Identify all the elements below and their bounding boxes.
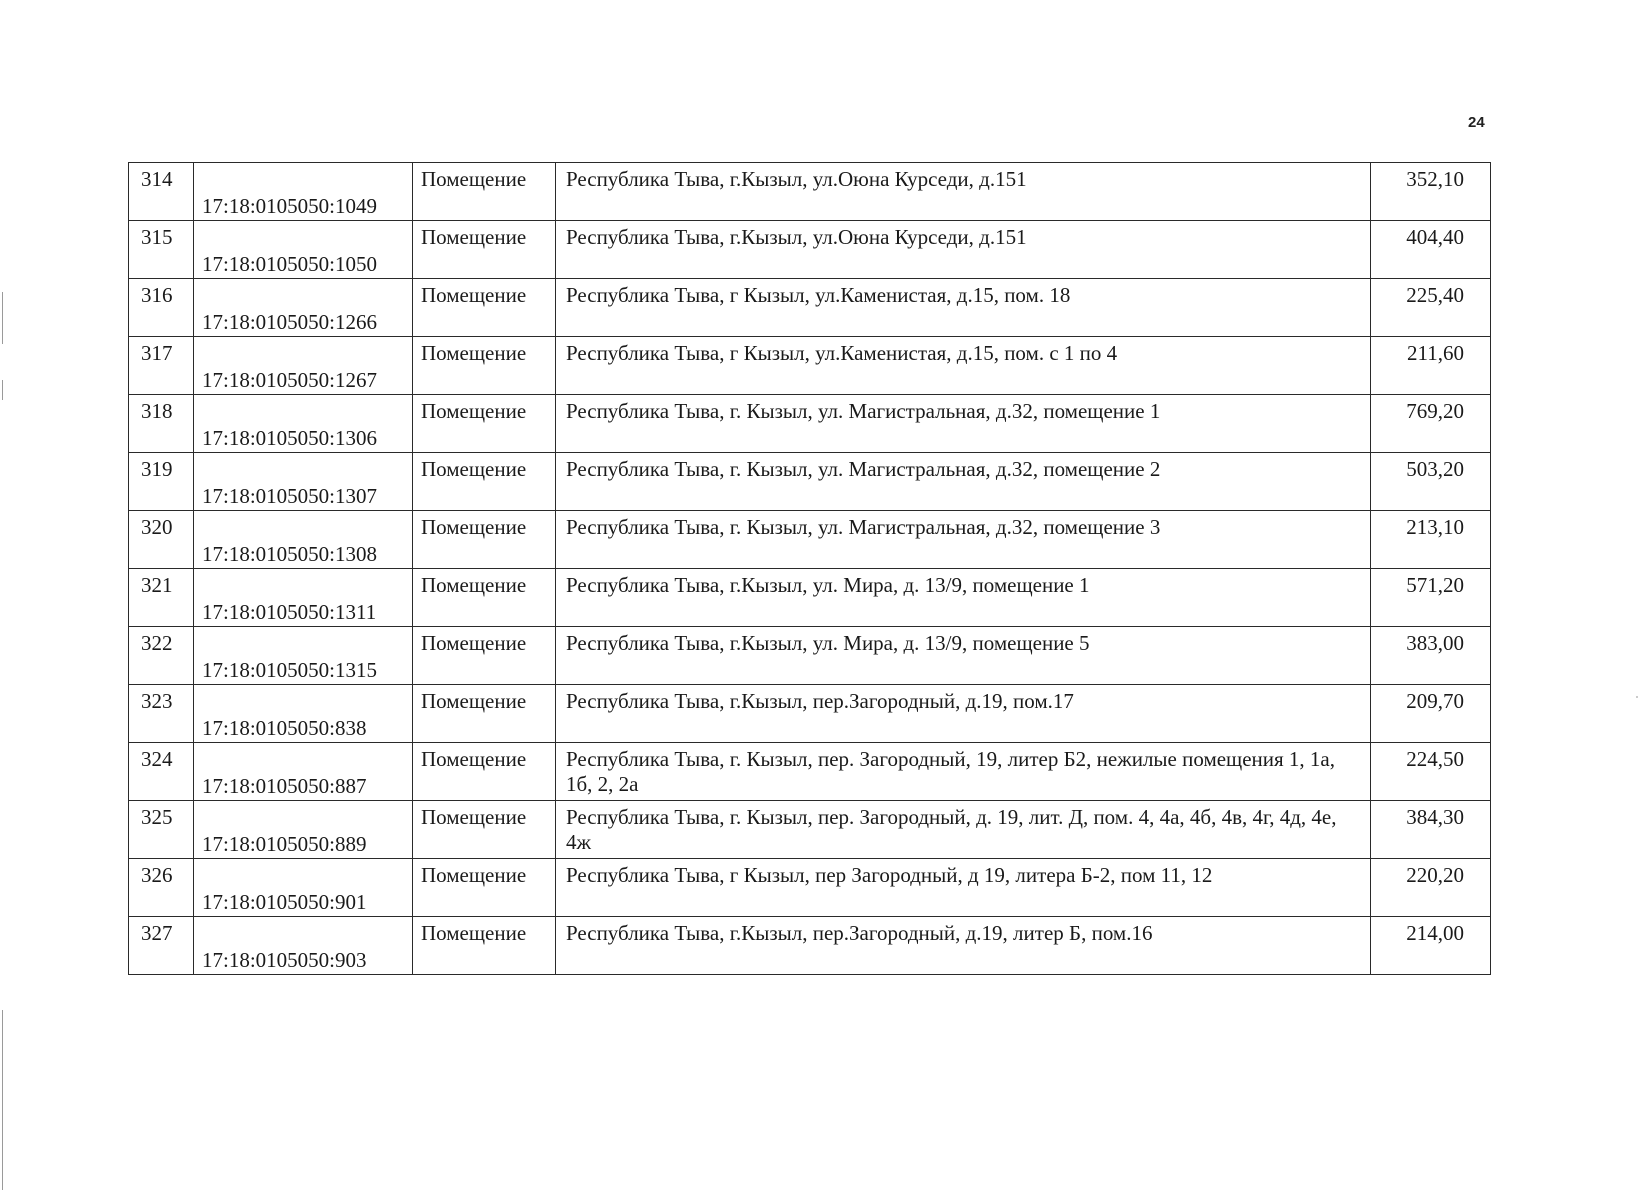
row-number-cell: 316 (129, 279, 194, 337)
table-row (129, 279, 1491, 337)
cadastral-number-cell (194, 279, 413, 337)
object-type-cell: Помещение (413, 859, 556, 917)
cadastral-number-cell (194, 395, 413, 453)
area-cell: 352,10 (1371, 163, 1491, 221)
area-cell: 571,20 (1371, 569, 1491, 627)
row-number-cell: 314 (129, 163, 194, 221)
table-row (129, 511, 1491, 569)
address-cell: Республика Тыва, г. Кызыл, пер. Загородный, 19, литер Б2, нежилые помещения 1, 1а, 1б, 2, 2а (556, 743, 1371, 801)
registry-table-body (129, 163, 1491, 975)
scan-edge-mark (2, 292, 3, 344)
cadastral-number: 17:18:0105050:1308 (202, 542, 378, 566)
cadastral-number: 17:18:0105050:1307 (202, 484, 378, 508)
table-row (129, 743, 1491, 801)
address-cell: Республика Тыва, г Кызыл, пер Загородный, д 19, литера Б-2, пом 11, 12 (556, 859, 1371, 917)
address-cell: Республика Тыва, г. Кызыл, ул. Магистральная, д.32, помещение 3 (556, 511, 1371, 569)
row-number-cell: 319 (129, 453, 194, 511)
cadastral-number: 17:18:0105050:1311 (202, 600, 377, 624)
object-type-cell: Помещение (413, 743, 556, 801)
cadastral-number: 17:18:0105050:889 (202, 832, 367, 856)
table-row (129, 627, 1491, 685)
row-number-cell: 315 (129, 221, 194, 279)
object-type-cell: Помещение (413, 917, 556, 975)
cadastral-number-cell (194, 743, 413, 801)
cadastral-number-cell (194, 337, 413, 395)
row-number-cell: 326 (129, 859, 194, 917)
object-type-cell: Помещение (413, 337, 556, 395)
cadastral-number: 17:18:0105050:1267 (202, 368, 378, 392)
area-cell: 225,40 (1371, 279, 1491, 337)
table-row (129, 221, 1491, 279)
address-cell: Республика Тыва, г.Кызыл, ул. Мира, д. 13/9, помещение 1 (556, 569, 1371, 627)
row-number-cell: 327 (129, 917, 194, 975)
row-number-cell: 317 (129, 337, 194, 395)
cadastral-number-cell (194, 859, 413, 917)
address-cell: Республика Тыва, г.Кызыл, пер.Загородный, д.19, пом.17 (556, 685, 1371, 743)
row-number-cell: 324 (129, 743, 194, 801)
object-type-cell: Помещение (413, 569, 556, 627)
row-number-cell: 318 (129, 395, 194, 453)
address-cell: Республика Тыва, г Кызыл, ул.Каменистая, д.15, пом. 18 (556, 279, 1371, 337)
cadastral-number-cell (194, 917, 413, 975)
cadastral-number: 17:18:0105050:1315 (202, 658, 378, 682)
cadastral-number-cell (194, 453, 413, 511)
table-row (129, 337, 1491, 395)
object-type-cell: Помещение (413, 163, 556, 221)
address-cell: Республика Тыва, г Кызыл, ул.Каменистая, д.15, пом. с 1 по 4 (556, 337, 1371, 395)
cadastral-number-cell (194, 685, 413, 743)
address-cell: Республика Тыва, г. Кызыл, пер. Загородный, д. 19, лит. Д, пом. 4, 4а, 4б, 4в, 4г, 4д, 4е, 4ж (556, 801, 1371, 859)
table-row (129, 163, 1491, 221)
area-cell: 214,00 (1371, 917, 1491, 975)
row-number-cell: 321 (129, 569, 194, 627)
table-row (129, 685, 1491, 743)
cadastral-number: 17:18:0105050:838 (202, 716, 367, 740)
area-cell: 769,20 (1371, 395, 1491, 453)
address-cell: Республика Тыва, г. Кызыл, ул. Магистральная, д.32, помещение 1 (556, 395, 1371, 453)
table-row (129, 395, 1491, 453)
cadastral-number: 17:18:0105050:1266 (202, 310, 378, 334)
table-row (129, 859, 1491, 917)
cadastral-number: 17:18:0105050:887 (202, 774, 367, 798)
scan-edge-mark (2, 1010, 3, 1190)
address-cell: Республика Тыва, г.Кызыл, ул.Оюна Курседи, д.151 (556, 221, 1371, 279)
cadastral-number-cell (194, 569, 413, 627)
table-row (129, 569, 1491, 627)
area-cell: 404,40 (1371, 221, 1491, 279)
area-cell: 220,20 (1371, 859, 1491, 917)
area-cell: 384,30 (1371, 801, 1491, 859)
address-cell: Республика Тыва, г.Кызыл, ул. Мира, д. 13/9, помещение 5 (556, 627, 1371, 685)
row-number-cell: 322 (129, 627, 194, 685)
area-cell: 213,10 (1371, 511, 1491, 569)
address-cell: Республика Тыва, г.Кызыл, пер.Загородный, д.19, литер Б, пом.16 (556, 917, 1371, 975)
object-type-cell: Помещение (413, 511, 556, 569)
cadastral-number-cell (194, 511, 413, 569)
object-type-cell: Помещение (413, 453, 556, 511)
object-type-cell: Помещение (413, 221, 556, 279)
area-cell: 211,60 (1371, 337, 1491, 395)
cadastral-number: 17:18:0105050:903 (202, 948, 367, 972)
table-row (129, 917, 1491, 975)
row-number-cell: 325 (129, 801, 194, 859)
area-cell: 383,00 (1371, 627, 1491, 685)
row-number-cell: 320 (129, 511, 194, 569)
cadastral-number: 17:18:0105050:1050 (202, 252, 378, 276)
row-number-cell: 323 (129, 685, 194, 743)
page-number: 24 (1468, 114, 1485, 131)
object-type-cell: Помещение (413, 627, 556, 685)
object-type-cell: Помещение (413, 801, 556, 859)
scan-edge-mark (2, 380, 3, 400)
object-type-cell: Помещение (413, 279, 556, 337)
property-registry-table (128, 162, 1491, 975)
area-cell: 209,70 (1371, 685, 1491, 743)
area-cell: 503,20 (1371, 453, 1491, 511)
scan-speck (1636, 696, 1638, 698)
cadastral-number: 17:18:0105050:1306 (202, 426, 378, 450)
address-cell: Республика Тыва, г. Кызыл, ул. Магистральная, д.32, помещение 2 (556, 453, 1371, 511)
cadastral-number-cell (194, 627, 413, 685)
address-cell: Республика Тыва, г.Кызыл, ул.Оюна Курседи, д.151 (556, 163, 1371, 221)
cadastral-number: 17:18:0105050:1049 (202, 194, 378, 218)
table-row (129, 453, 1491, 511)
cadastral-number-cell (194, 801, 413, 859)
object-type-cell: Помещение (413, 395, 556, 453)
object-type-cell: Помещение (413, 685, 556, 743)
table-row (129, 801, 1491, 859)
cadastral-number-cell (194, 221, 413, 279)
cadastral-number: 17:18:0105050:901 (202, 890, 367, 914)
area-cell: 224,50 (1371, 743, 1491, 801)
cadastral-number-cell (194, 163, 413, 221)
